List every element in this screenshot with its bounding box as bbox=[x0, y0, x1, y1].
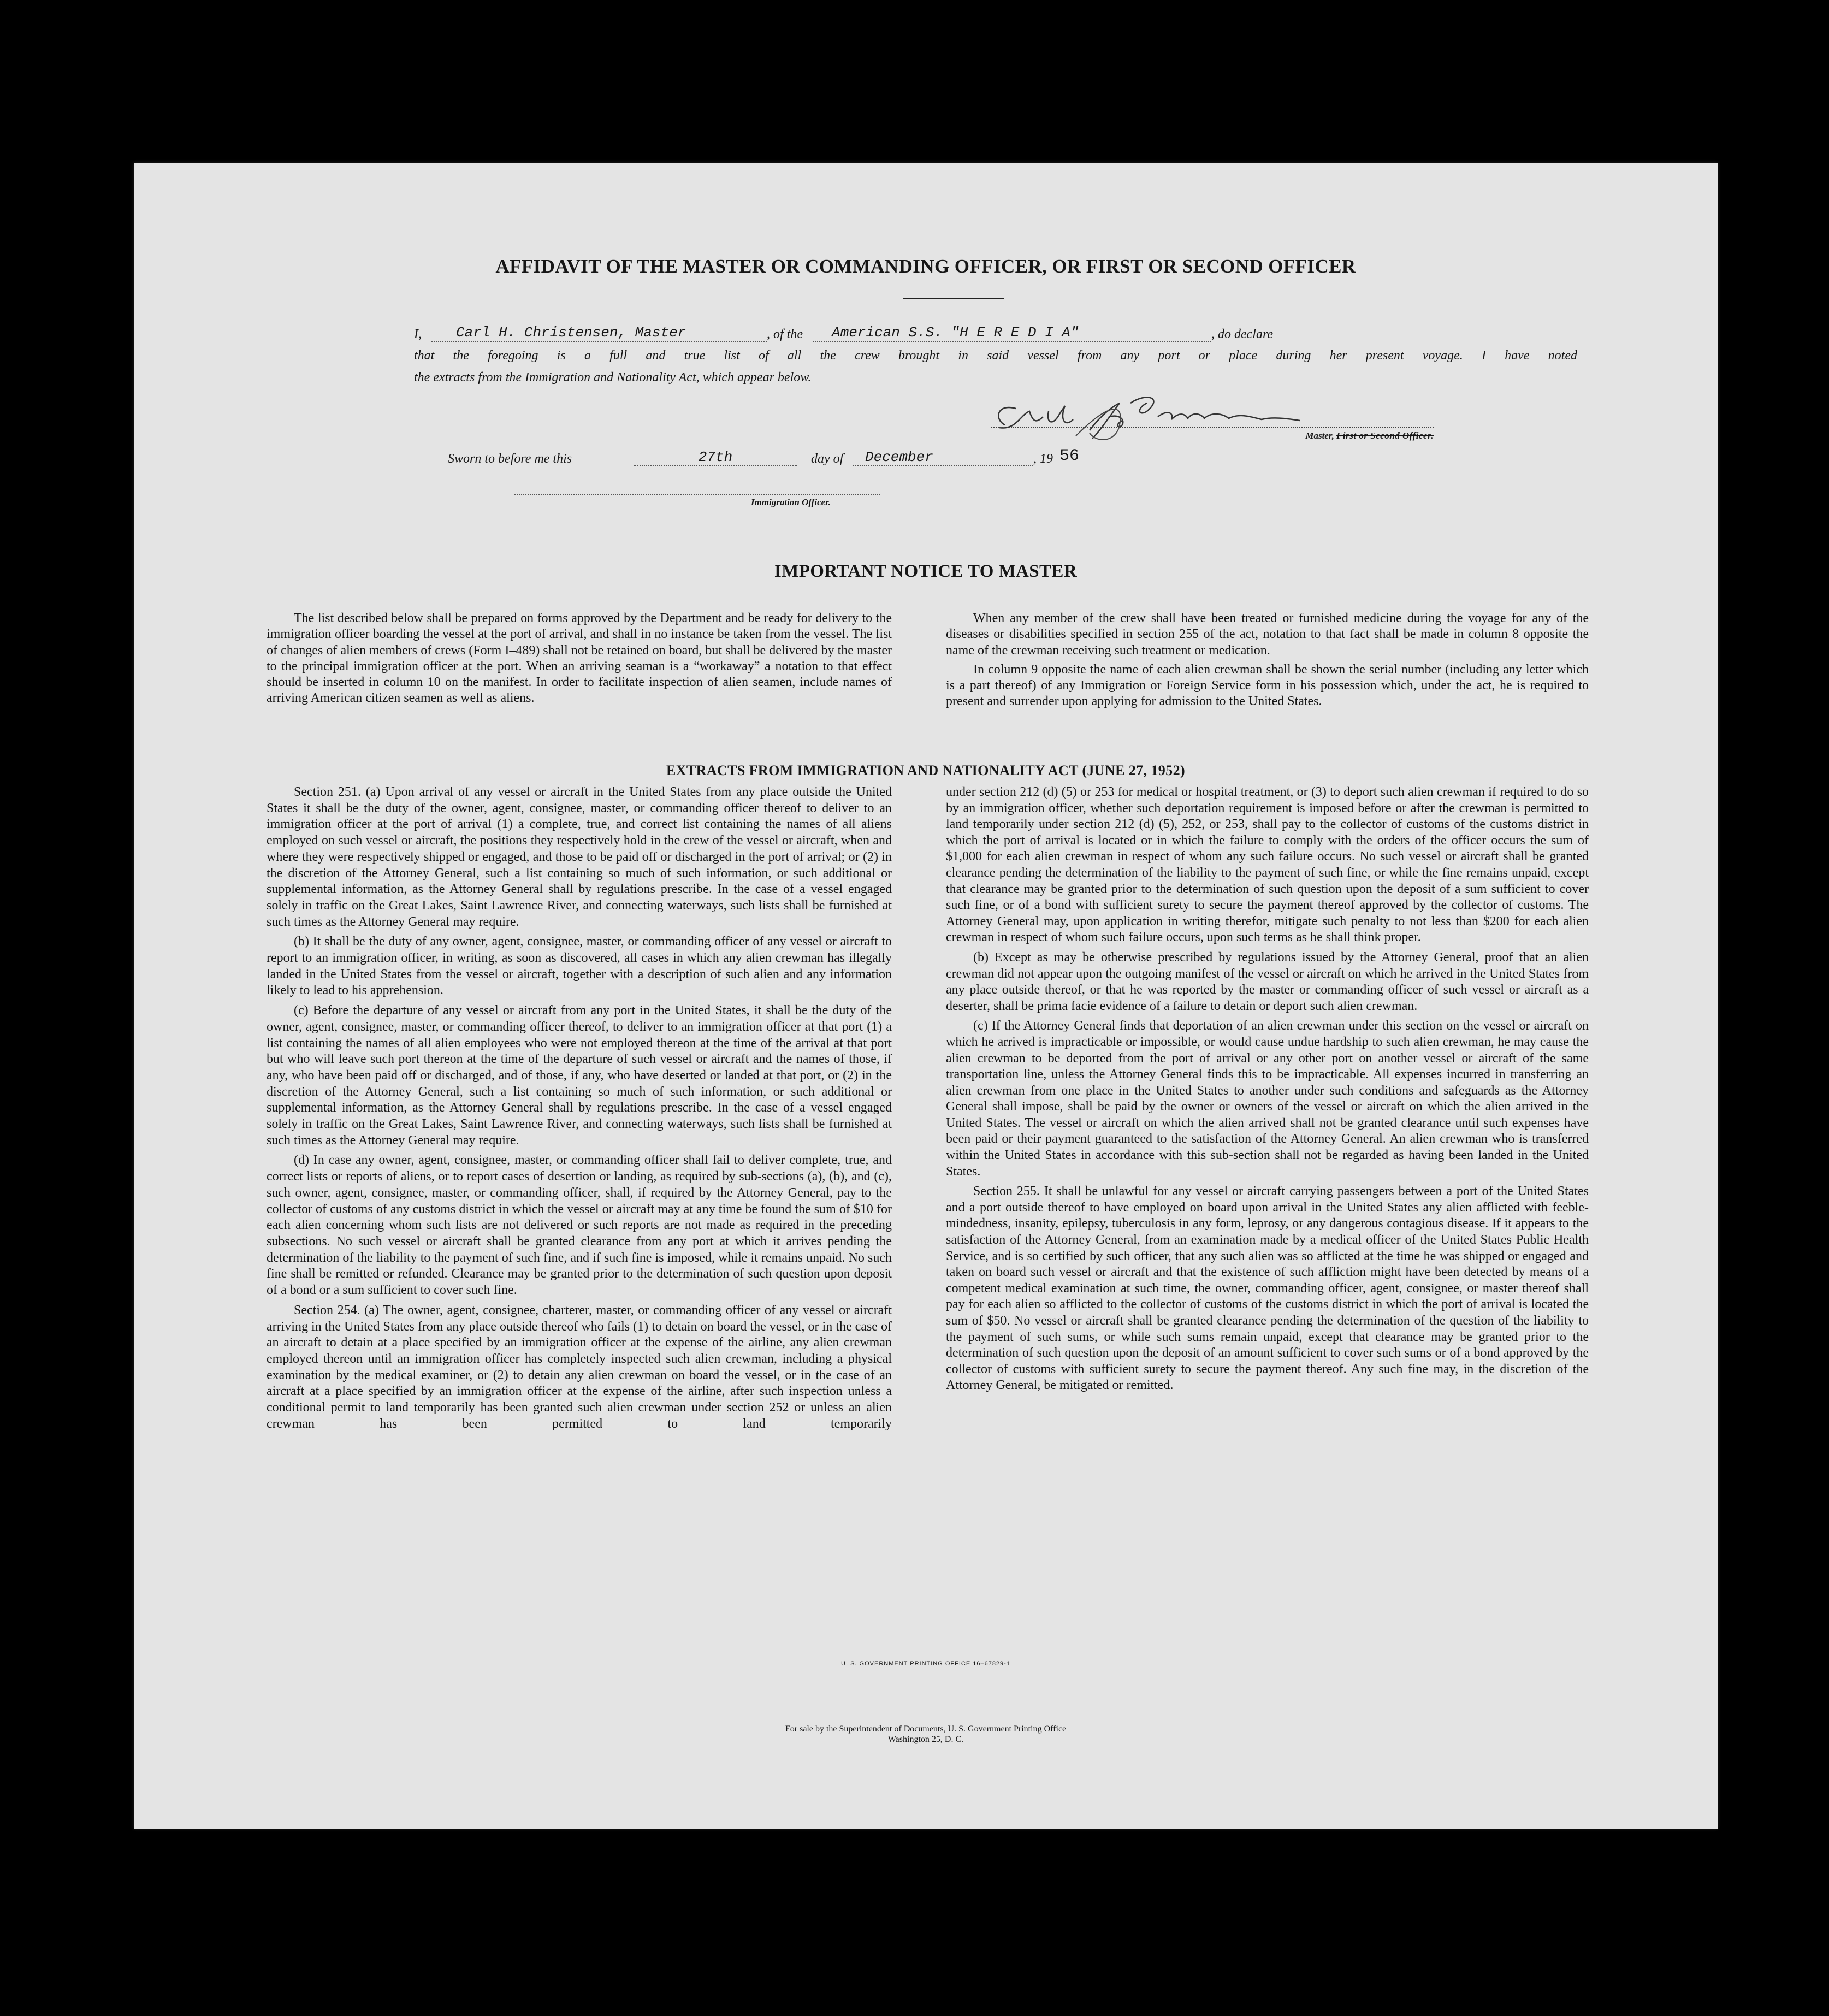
sworn-month-field[interactable]: December bbox=[853, 449, 1033, 466]
extracts-right-column bbox=[946, 784, 1589, 1394]
title-underline bbox=[903, 298, 1004, 299]
affidavit-title: AFFIDAVIT OF THE MASTER OR COMMANDING OFFICER, OR FIRST OR SECOND OFFICER bbox=[495, 256, 1356, 277]
of-the-label: , of the bbox=[767, 327, 803, 341]
section-254-b: (b) Except as may be otherwise prescribed by regulations issued by the Attorney General, proof that an alien crewman did not appear upon the outgoing manifest of the vessel or aircraft on which he arrived in the United States from any place outside thereof, or that he was reported by the master or commanding officer of such vessel or aircraft as a deserter, shall be prima facie evidence of a failure to detain or deport such alien crewman. bbox=[946, 950, 1589, 1013]
section-254-a-continued: under section 212 (d) (5) or 253 for medical or hospital treatment, or (3) to deport such alien crewman if required to do so by an immigration officer, whether such deportation requirement is imposed before or after the crewman is permitted to land temporarily under section 212 (d) (5), 252, or 253, shall pay to the collector of customs of the customs district in which the port of arrival is located or in which the failure to comply with the orders of the officer occurs the sum of $1,000 for each alien crewman in respect of whom any such failure occurs. No such vessel or aircraft shall be granted clearance pending the determination of the liability to the payment of such fine, or while the fine remains unpaid, except that clearance may be granted prior to the determination of such question upon the deposit of a sum sufficient to cover such fine, or of a bond with sufficient surety to secure the payment thereof approved by the collector of customs. The Attorney General may, upon application in writing therefor, mitigate such penalty to not less than $200 for each alien crewman in respect of whom such failure occurs, upon such terms as he shall think proper. bbox=[946, 785, 1589, 945]
do-declare-label: , do declare bbox=[1211, 327, 1274, 341]
sale-note-line-2: Washington 25, D. C. bbox=[887, 1735, 964, 1744]
notice-title: IMPORTANT NOTICE TO MASTER bbox=[774, 561, 1078, 581]
declaration-statement-line-2: the extracts from the Immigration and Nationality Act, which appear below. bbox=[414, 370, 812, 385]
signature-caption-struck: First or Second Officer. bbox=[1336, 430, 1434, 441]
signature-caption bbox=[1068, 430, 1434, 441]
section-254-c: (c) If the Attorney General finds that deportation of an alien crewman under this section on the vessel or aircraft on which he arrived is impracticable or impossible, or would cause undue hardship to such alien crewman, he may cause the alien crewman to be deported from the port of arrival or any other port on another vessel or aircraft of the same transportation line, unless the Attorney General finds this to be impracticable. All expenses incurred in transferring an alien crewman from one place in the United States to another under such conditions and safeguards as the Attorney General shall impose, shall be paid by the owner or owners of the vessel or aircraft on which the alien arrived in the United States. The vessel or aircraft on which the alien arrived shall not be granted clearance until such expenses have been paid or their payment guaranteed to the satisfaction of the Attorney General. An alien crewman who is transferred within the United States in accordance with this sub-section shall not be regarded as having been landed in the United States. bbox=[946, 1019, 1589, 1179]
signature-caption-master: Master, bbox=[1305, 430, 1334, 441]
printing-office-note: U. S. GOVERNMENT PRINTING OFFICE 16–67829-1 bbox=[841, 1660, 1010, 1667]
sworn-day-field[interactable]: 27th bbox=[634, 449, 797, 466]
section-255: Section 255. It shall be unlawful for any vessel or aircraft carrying passengers between a port of the United States and a port outside thereof to have employed on board upon arrival in the United States any alien afflicted with feeble-mindedness, insanity, epilepsy, tuberculosis in any form, leprosy, or any dangerous contagious disease. If it appears to the satisfaction of the Attorney General, from an examination made by a medical officer of the United States Public Health Service, and is so certified by such officer, that any such alien was so afflicted at the time he was shipped or engaged and taken on board such vessel or aircraft and that the existence of such affliction might have been detected by means of a competent medical examination at such time, the owner, commanding officer, agent, consignee, or master thereof shall pay for each alien so afflicted to the collector of customs of the customs district in which the port of arrival is located the sum of $50. No vessel or aircraft shall be granted clearance pending the determination of the question of the liability to the payment of such sums, or while such sums remain unpaid, except that clearance may be granted prior to the determination of such question upon the deposit of an amount sufficient to cover such sums or of a bond approved by the collector of customs with sufficient surety to secure the payment thereof. Any such fine may, in the discretion of the Attorney General, be mitigated or remitted. bbox=[946, 1184, 1589, 1393]
section-254-a: Section 254. (a) The owner, agent, consignee, charterer, master, or commanding officer of any vessel or aircraft arriving in the United States from any place outside thereof who fails (1) to detain on board the vessel, or in the case of an aircraft to detain at a place specified by an immigration officer at the expense of the airline, any alien crewman employed thereon until an immigration officer has completely inspected such alien crewman, including a physical examination by the medical examiner, or (2) to detain any alien crewman on board the vessel, or in the case of an aircraft at a place specified by an immigration officer at the expense of the airline, after such inspection unless a conditional permit to land temporarily has been granted such alien crewman under section 252 or unless an alien crewman has been permitted to land temporarily bbox=[267, 1303, 892, 1431]
section-251-a: Section 251. (a) Upon arrival of any vessel or aircraft in the United States from any place outside the United States it shall be the duty of the owner, agent, consignee, master, or commanding officer thereof to deliver to an immigration officer at the port of arrival (1) a complete, true, and correct list containing the names of all aliens employed on such vessel or aircraft, the positions they respectively hold in the crew of the vessel or aircraft, when and where they were respectively shipped or engaged, and those to be paid off or discharged in the port of arrival; or (2) in the discretion of the Attorney General, such a list containing so much of such information, or such additional or supplemental information, as the Attorney General shall by regulations prescribe. In the case of a vessel engaged solely in traffic on the Great Lakes, Saint Lawrence River, and connecting waterways, such lists shall be furnished at such times as the Attorney General may require. bbox=[267, 785, 892, 929]
extracts-title: EXTRACTS FROM IMMIGRATION AND NATIONALITY ACT (JUNE 27, 1952) bbox=[666, 762, 1186, 778]
immigration-officer-caption: Immigration Officer. bbox=[751, 497, 831, 507]
notice-left-column bbox=[267, 611, 892, 707]
declaration-line bbox=[414, 322, 1577, 344]
extracts-left-column bbox=[267, 784, 892, 1432]
year-prefix-label: , 19 bbox=[1033, 452, 1053, 466]
vessel-name-field[interactable]: American S.S. "H E R E D I A" bbox=[813, 324, 1211, 342]
notice-paragraph: When any member of the crew shall have been treated or furnished medicine during the voyage for any of the diseases or disabilities specified in section 255 of the act, notation to that fact shall be made in column 8 opposite the name of the crewman receiving such treatment or medication. bbox=[946, 611, 1589, 658]
sale-note-line-1: For sale by the Superintendent of Documents, U. S. Government Printing Office bbox=[785, 1724, 1067, 1734]
section-251-b: (b) It shall be the duty of any owner, agent, consignee, master, or commanding officer of any vessel or aircraft to report to an immigration officer, in writing, as soon as discovered, all cases in which any alien crewman has illegally landed in the United States from the vessel or aircraft, together with a description of such alien and any information likely to lead to his apprehension. bbox=[267, 935, 892, 998]
declarant-name-field[interactable]: Carl H. Christensen, Master bbox=[431, 324, 767, 342]
declaration-statement-line-1: that the foregoing is a full and true list of all the crew brought in said vessel from any port or place during her present voyage. I have noted bbox=[414, 348, 1577, 363]
section-251-c: (c) Before the departure of any vessel or aircraft from any port in the United States, it shall be the duty of the owner, agent, consignee, master, or commanding officer thereof, to deliver to an immigration officer at that port (1) a list containing the names of all alien employees who were not employed thereon at the time of the arrival at that port but who will leave such port thereon at the time of the departure of such vessel or aircraft and the names of those, if any, who have been paid off or discharged, and of those, if any, who have deserted or landed at that port, or (2) in the discretion of the Attorney General, such a list containing so much of such information, or such additional or supplemental information, as the Attorney General shall by regulations prescribe. In the case of a vessel engaged solely in traffic on the Great Lakes, Saint Lawrence River, and connecting waterways, such lists shall be furnished at such times as the Attorney General may require. bbox=[267, 1003, 892, 1148]
signature-rule bbox=[991, 427, 1434, 428]
immigration-officer-signature-rule bbox=[514, 494, 880, 495]
notice-paragraph: The list described below shall be prepared on forms approved by the Department and be ready for delivery to the immigration officer boarding the vessel at the port of arrival, and shall in no instance be taken from the vessel. The list of changes of alien members of crews (Form I–489) shall not be retained on board, but shall be delivered by the master to the principal immigration officer at the port. When an arriving seaman is a “workaway” a notation to that effect should be inserted in column 10 on the manifest. In order to facilitate inspection of alien seamen, include names of arriving American citizen seamen as well as aliens. bbox=[267, 611, 892, 706]
declarant-pronoun: I, bbox=[414, 327, 422, 341]
sworn-year-field[interactable]: 56 bbox=[1059, 447, 1080, 465]
day-of-label: day of bbox=[811, 452, 844, 466]
sworn-label: Sworn to before me this bbox=[448, 452, 572, 466]
sale-note bbox=[134, 1724, 1718, 1745]
notice-right-column bbox=[946, 611, 1589, 710]
notice-paragraph: In column 9 opposite the name of each alien crewman shall be shown the serial number (including any letter which is a part thereof) of any Immigration or Foreign Service form in his possession which, under the act, he is required to present and surrender upon applying for admission to the United States. bbox=[946, 662, 1589, 709]
section-251-d: (d) In case any owner, agent, consignee, master, or commanding officer shall fail to deliver complete, true, and correct lists or reports of aliens, or to report cases of desertion or landing, as required by sub-sections (a), (b), and (c), such owner, agent, consignee, master, or commanding officer, shall, if required by the Attorney General, pay to the collector of customs of any customs district in which the vessel or aircraft may at any time be found the sum of $10 for each alien concerning whom such lists are not delivered or such reports are not made as required in the preceding subsections. No such vessel or aircraft shall be granted clearance from any port at which it arrives pending the determination of the liability to the payment of such fine, and if such fine is imposed, while it remains unpaid. No such fine shall be remitted or refunded. Clearance may be granted prior to the determination of such question upon deposit of a bond or a sum sufficient to cover such fine. bbox=[267, 1153, 892, 1298]
sworn-line bbox=[448, 447, 1267, 469]
affidavit-form-page bbox=[134, 163, 1718, 1829]
